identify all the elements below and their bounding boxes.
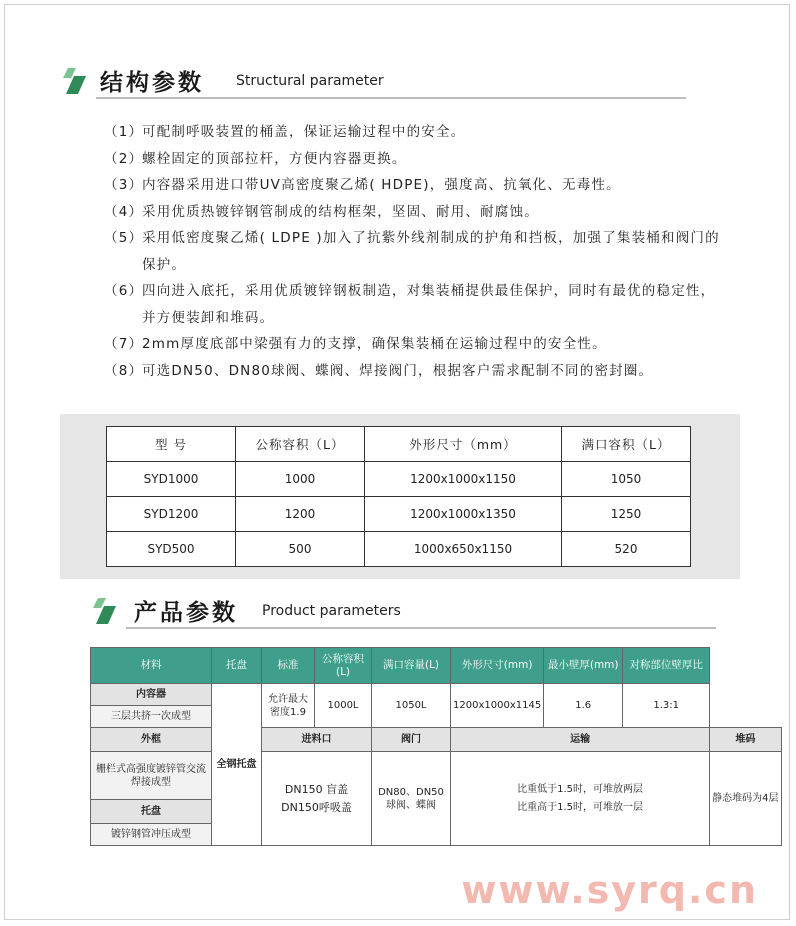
table-row [107, 497, 691, 532]
frame-label: 外框 [91, 728, 212, 752]
table-cell: SYD1200 [107, 497, 236, 532]
table-cell: 520 [562, 532, 691, 567]
standard-value: 允许最大密度1.9 [262, 684, 315, 728]
size-value: 1200x1000x1145 [451, 684, 544, 728]
section-logo-icon [90, 596, 120, 628]
table-header-cell: 外形尺寸(mm) [451, 648, 544, 684]
section-title-en: Structural parameter [236, 73, 384, 89]
table-header-row [91, 648, 782, 684]
table-cell: 1250 [562, 497, 691, 532]
feature-item: （2） 螺栓固定的顶部拉杆，方便内容器更换。 [104, 150, 407, 167]
transport-value: 比重低于1.5时，可堆放两层 比重高于1.5时，可堆放一层 [451, 752, 710, 846]
table-header-cell: 型 号 [107, 427, 236, 462]
stack-value: 静态堆码为4层 [710, 752, 781, 846]
min-wall-value: 1.6 [544, 684, 623, 728]
table-row [91, 752, 782, 800]
ratio-value: 1.3:1 [623, 684, 710, 728]
table-header-row [107, 427, 691, 462]
model-table [106, 426, 691, 567]
section-heading-structural [60, 64, 690, 100]
table-header-cell: 材料 [91, 648, 212, 684]
table-header-cell: 标准 [262, 648, 315, 684]
table-cell: 1050 [562, 462, 691, 497]
full-value: 1050L [372, 684, 451, 728]
table-row [91, 684, 782, 706]
feature-list [104, 119, 724, 384]
table-header-cell: 最小壁厚(mm) [544, 648, 623, 684]
transport-header: 运输 [451, 728, 710, 752]
pallet-value: 全钢托盘 [212, 684, 262, 846]
frame-desc: 栅栏式高强度镀锌管交流焊接成型 [91, 752, 212, 800]
table-cell: SYD500 [107, 532, 236, 567]
table-header-cell: 托盘 [212, 648, 262, 684]
section-divider [126, 627, 716, 629]
pallet-desc: 镀锌钢管冲压成型 [91, 824, 212, 846]
table-header-cell: 公称容积（L） [236, 427, 365, 462]
section-title-zh: 结构参数 [100, 70, 204, 96]
inner-container-desc: 三层共挤一次成型 [91, 706, 212, 728]
inlet-header: 进料口 [262, 728, 372, 752]
feature-item: （8） 可选DN50、DN80球阀、蝶阀、焊接阀门，根据客户需求配制不同的密封圈。 [104, 362, 654, 379]
table-cell: 1200 [236, 497, 365, 532]
table-header-cell: 满口容积（L） [562, 427, 691, 462]
table-cell: 1200x1000x1350 [365, 497, 562, 532]
table-header-cell: 公称容积(L) [315, 648, 372, 684]
inlet-value: DN150 盲盖 DN150呼吸盖 [262, 752, 372, 846]
feature-item: （6） 四向进入底托，采用优质镀锌钢板制造，对集装桶提供最佳保护，同时有最优的稳定性，并方便装卸和堆码。 [104, 283, 716, 326]
section-heading-product [90, 594, 720, 630]
table-header-cell: 对称部位壁厚比 [623, 648, 710, 684]
table-cell: 1200x1000x1150 [365, 462, 562, 497]
product-table [90, 647, 782, 846]
table-cell: 500 [236, 532, 365, 567]
section-title-en: Product parameters [262, 603, 401, 619]
table-header-cell: 满口容量(L) [372, 648, 451, 684]
section-logo-icon [60, 66, 90, 98]
pallet-label: 托盘 [91, 800, 212, 824]
inner-container-label: 内容器 [91, 684, 212, 706]
feature-item: （5） 采用低密度聚乙烯( LDPE )加入了抗紫外线剂制成的护角和挡板，加强了集装桶和阀门的保护。 [104, 230, 720, 273]
stack-header: 堆码 [710, 728, 781, 752]
nominal-value: 1000L [315, 684, 372, 728]
valve-value: DN80、DN50 球阀、蝶阀 [372, 752, 451, 846]
table-header-cell: 外形尺寸（mm） [365, 427, 562, 462]
feature-item: （7） 2mm厚度底部中梁强有力的支撑，确保集装桶在运输过程中的安全性。 [104, 336, 607, 352]
feature-item: （4） 采用优质热镀锌钢管制成的结构框架，坚固、耐用、耐腐蚀。 [104, 203, 539, 220]
table-cell: SYD1000 [107, 462, 236, 497]
feature-item: （1） 可配制呼吸装置的桶盖，保证运输过程中的安全。 [104, 124, 466, 140]
table-cell: 1000 [236, 462, 365, 497]
valve-header: 阀门 [372, 728, 451, 752]
section-title-zh: 产品参数 [134, 600, 238, 626]
feature-item: （3） 内容器采用进口带UV高密度聚乙烯( HDPE)，强度高、抗氧化、无毒性。 [104, 177, 621, 193]
table-row [107, 532, 691, 567]
table-cell: 1000x650x1150 [365, 532, 562, 567]
watermark: www.syrq.cn [461, 868, 758, 912]
table-row [107, 462, 691, 497]
section-divider [96, 97, 686, 99]
table-row [91, 728, 782, 752]
